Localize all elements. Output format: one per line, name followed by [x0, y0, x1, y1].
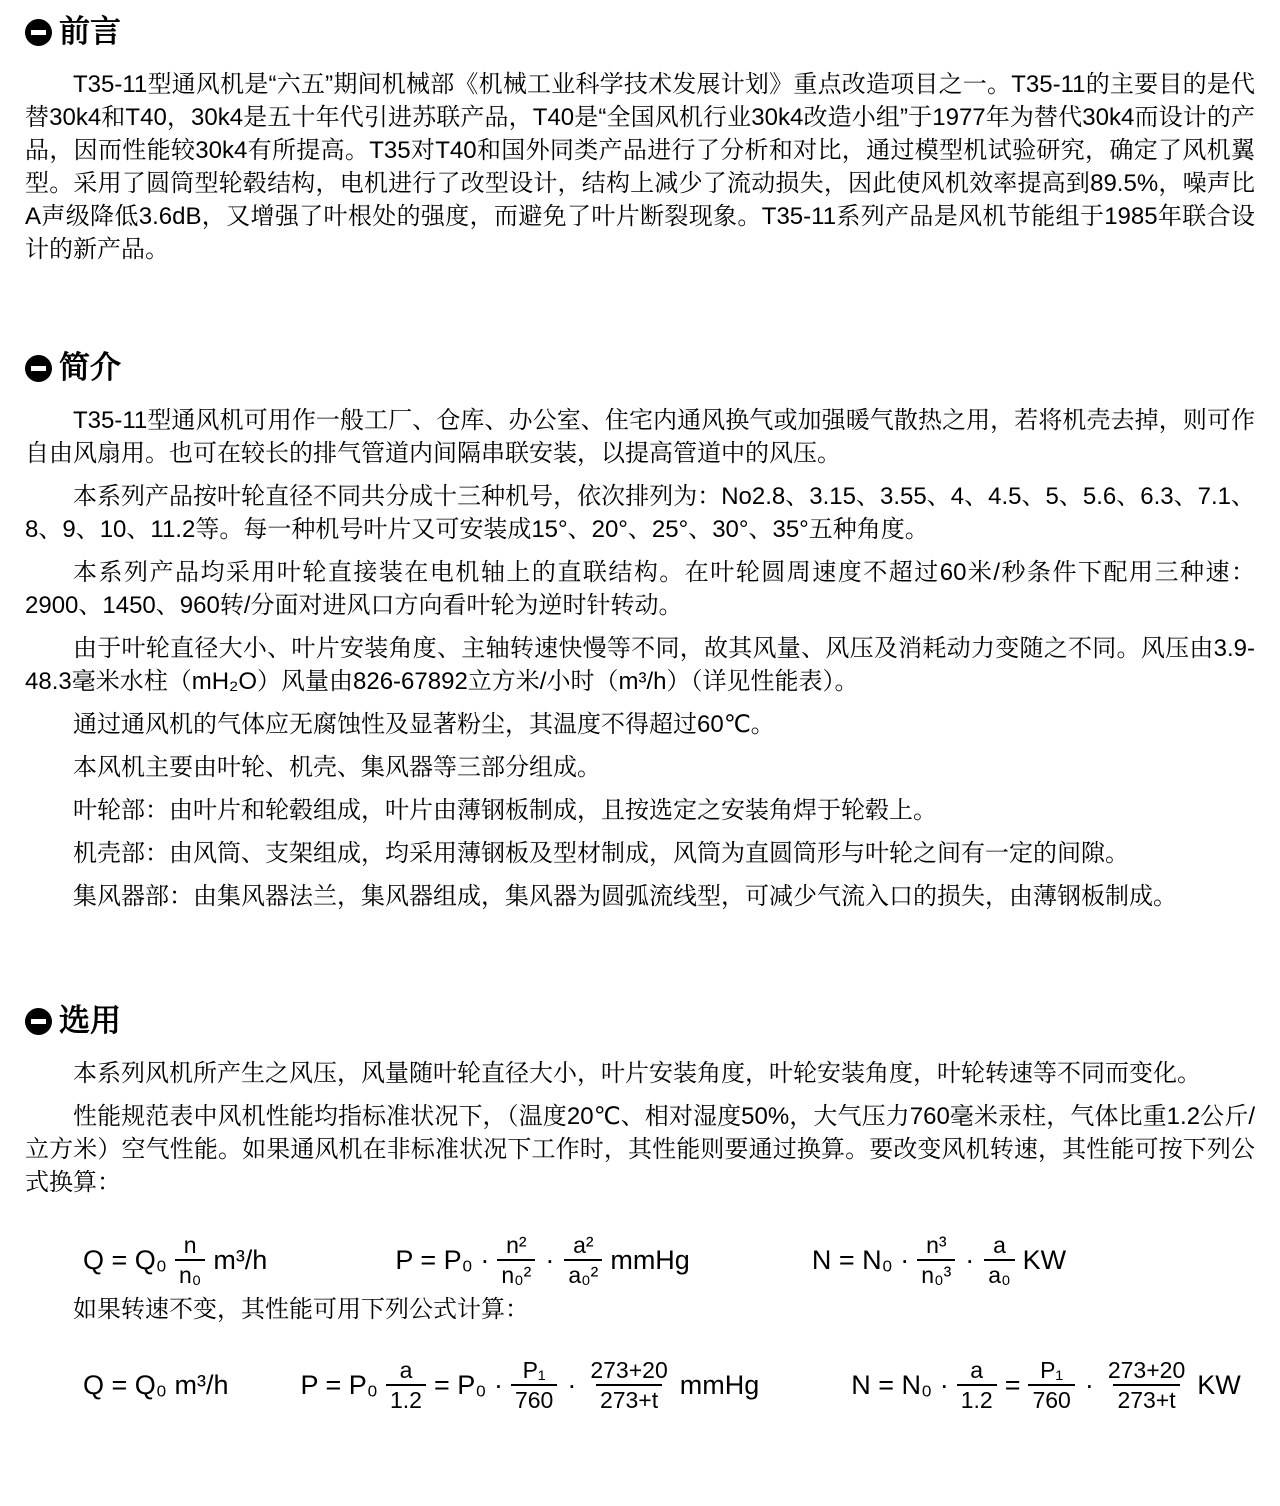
- fraction: [511, 1357, 557, 1414]
- section-preface: [25, 12, 1255, 266]
- fraction-numerator: a²: [573, 1231, 594, 1258]
- fraction: [917, 1232, 955, 1289]
- fraction-denominator: 273+t: [596, 1384, 662, 1413]
- formula-term: P = P₀: [300, 1369, 378, 1400]
- formula-unit: KW: [1197, 1369, 1241, 1400]
- fraction-numerator: n²: [506, 1231, 527, 1258]
- formula-unit: mmHg: [679, 1369, 760, 1400]
- preface-heading: [25, 12, 1255, 52]
- fraction-numerator: n: [183, 1231, 197, 1258]
- formula-unit: KW: [1022, 1244, 1067, 1275]
- fraction-numerator: n³: [926, 1231, 947, 1258]
- intro-paragraph-casing: 机壳部：由风筒、支架组成，均采用薄钢板及型材制成，风筒为直圆筒形与叶轮之间有一定的间隙。: [73, 840, 1129, 867]
- formula-unit: mmHg: [610, 1244, 690, 1275]
- formula-flow-constant: [83, 1369, 229, 1400]
- multiplication-dot: ·: [545, 1244, 555, 1275]
- formula-flow-speed: [83, 1232, 267, 1289]
- fraction-numerator: a: [993, 1231, 1006, 1258]
- intro-paragraph-gas: 通过通风机的气体应无腐蚀性及显著粉尘，其温度不得超过60℃。: [73, 711, 775, 738]
- formula-row-speed-change: [25, 1227, 1255, 1293]
- intro-paragraph-parts: 本风机主要由叶轮、机壳、集风器等三部分组成。: [73, 754, 601, 781]
- multiplication-dot: ·: [567, 1369, 577, 1400]
- section-selection: [25, 1001, 1255, 1418]
- section-bullet-icon: [25, 1008, 52, 1035]
- fraction-denominator: n₀²: [497, 1259, 535, 1288]
- section-bullet-icon: [25, 355, 52, 382]
- fraction-numerator: P₁: [522, 1356, 546, 1383]
- formula-term: Q = Q₀: [83, 1244, 167, 1275]
- section-bullet-icon: [25, 19, 52, 46]
- selection-paragraph-variation: 本系列风机所产生之风压，风量随叶轮直径大小，叶片安装角度，叶轮安装角度，叶轮转速等不同而变化。: [73, 1060, 1201, 1087]
- fraction-numerator: a: [970, 1356, 984, 1383]
- section-intro: [25, 348, 1255, 913]
- fraction-denominator: n₀³: [917, 1259, 955, 1288]
- fraction: [957, 1357, 997, 1414]
- intro-paragraph-structure: 本系列产品均采用叶轮直接装在电机轴上的直联结构。在叶轮圆周速度不超过60米/秒条件下配用三种速：2900、1450、960转/分面对进风口方向看叶轮为逆时针转动。: [25, 559, 1255, 619]
- formula-term: Q = Q₀ m³/h: [83, 1369, 229, 1400]
- selection-title: 选用: [59, 1003, 121, 1038]
- selection-note-constant-speed: 如果转速不变，其性能可用下列公式计算：: [73, 1296, 529, 1323]
- intro-paragraph-usage: T35-11型通风机可用作一般工厂、仓库、办公室、住宅内通风换气或加强暖气散热之用，若将机壳去掉，则可作自由风扇用。也可在较长的排气管道内间隔串联安装，以提高管道中的风压。: [25, 407, 1255, 467]
- formula-term: N = N₀ ·: [811, 1244, 910, 1275]
- intro-paragraph-collector: 集风器部：由集风器法兰，集风器组成，集风器为圆弧流线型，可减少气流入口的损失，由薄钢板制成。: [73, 883, 1177, 910]
- formula-pressure-constant: [300, 1357, 759, 1414]
- preface-title: 前言: [59, 14, 121, 49]
- fraction-denominator: 760: [511, 1384, 557, 1413]
- fraction: [386, 1357, 426, 1414]
- formula-unit: m³/h: [213, 1244, 268, 1275]
- fraction: [564, 1232, 602, 1289]
- formula-equals-term: =: [1004, 1369, 1021, 1400]
- fraction-denominator: 1.2: [957, 1384, 997, 1413]
- multiplication-dot: ·: [1084, 1369, 1094, 1400]
- preface-paragraph: T35-11型通风机是“六五”期间机械部《机械工业科学技术发展计划》重点改造项目之一。T35-11的主要目的是代替30k4和T40，30k4是五十年代引进苏联产品，T40是“全国风机行业30k4改造小组”于1977年为替代30k4而设计的产品，因而性能较30k4有所提高。T35对T40和国外同类产品进行了分析和对比，通过模型机试验研究，确定了风机翼型。采用了圆筒型轮毂结构，电机进行了改型设计，结构上减少了流动损失，因此使风机效率提高到89.5%，噪声比A声级降低3.6dB，又增强了叶根处的强度，而避免了叶片断裂现象。T35-11系列产品是风机节能组于1985年联合设计的新产品。: [25, 71, 1255, 263]
- formula-pressure-speed: [395, 1232, 690, 1289]
- intro-title: 简介: [59, 350, 121, 385]
- fraction-denominator: n₀: [175, 1259, 205, 1288]
- formula-term: P = P₀ ·: [395, 1244, 490, 1275]
- fraction: [497, 1232, 535, 1289]
- fraction-numerator: 273+20: [1107, 1356, 1186, 1383]
- fraction: [984, 1232, 1014, 1289]
- fraction: [175, 1232, 205, 1289]
- fraction-denominator: 1.2: [386, 1384, 426, 1413]
- formula-power-speed: [812, 1232, 1066, 1289]
- formula-term: N = N₀ ·: [851, 1369, 949, 1400]
- fraction-denominator: a₀: [984, 1259, 1014, 1288]
- fraction-numerator: a: [399, 1356, 413, 1383]
- multiplication-dot: ·: [965, 1244, 975, 1275]
- fraction: [1028, 1357, 1074, 1414]
- intro-paragraph-performance: 由于叶轮直径大小、叶片安装角度、主轴转速快慢等不同，故其风量、风压及消耗动力变随之不同。风压由3.9-48.3毫米水柱（mH₂O）风量由826-67892立方米/小时（m³/h）（详见性能表）。: [25, 635, 1255, 695]
- formula-row-constant-speed: [25, 1352, 1255, 1418]
- fraction-numerator: P₁: [1040, 1356, 1064, 1383]
- fraction-denominator: 273+t: [1113, 1384, 1179, 1413]
- formula-equals-term: = P₀ ·: [433, 1369, 503, 1400]
- selection-paragraph-standard: 性能规范表中风机性能均指标准状况下，（温度20℃、相对湿度50%，大气压力760毫米汞柱，气体比重1.2公斤/立方米）空气性能。如果通风机在非标准状况下工作时，其性能则要通过换算。要改变风机转速，其性能可按下列公式换算：: [25, 1103, 1255, 1196]
- selection-heading: [25, 1001, 1255, 1041]
- fraction: [1104, 1357, 1189, 1414]
- fraction: [586, 1357, 671, 1414]
- intro-paragraph-sizes: 本系列产品按叶轮直径不同共分成十三种机号，依次排列为：No2.8、3.15、3.55、4、4.5、5、5.6、6.3、7.1、8、9、10、11.2等。每一种机号叶片又可安装成15°、20°、25°、30°、35°五种角度。: [25, 483, 1255, 543]
- intro-paragraph-impeller: 叶轮部：由叶片和轮毂组成，叶片由薄钢板制成，且按选定之安装角焊于轮毂上。: [73, 797, 937, 824]
- intro-heading: [25, 348, 1255, 388]
- fraction-numerator: 273+20: [590, 1356, 668, 1383]
- fraction-denominator: 760: [1028, 1384, 1074, 1413]
- formula-power-constant: [851, 1357, 1241, 1414]
- fraction-denominator: a₀²: [564, 1259, 602, 1288]
